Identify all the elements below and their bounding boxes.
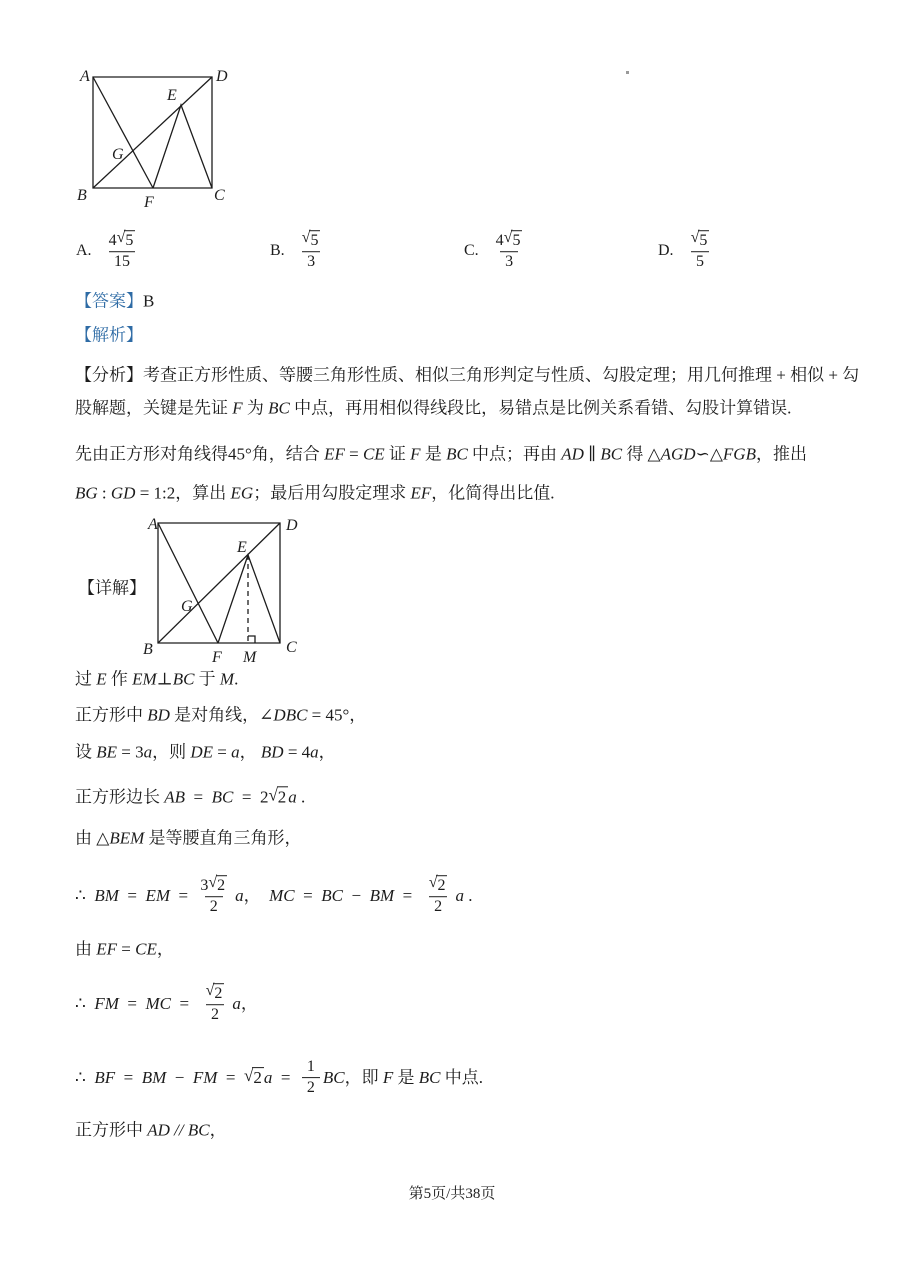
option-d[interactable] [658, 230, 717, 272]
math-variable: FGB [722, 444, 756, 464]
math-variable: MC [269, 886, 295, 906]
fraction-numerator [491, 230, 528, 251]
text-run: ， [240, 994, 258, 1014]
text-run: : [97, 483, 111, 503]
text-run: ，化简得出比值. [431, 483, 555, 503]
text-run: = [115, 1068, 142, 1088]
math-variable: a [310, 742, 319, 762]
fraction [195, 875, 232, 917]
text-run: − [342, 886, 370, 906]
text-run: 为 [242, 398, 269, 418]
radical-sign-icon: √ [428, 874, 438, 892]
stray-dot-mark [626, 71, 629, 74]
option-d-value [683, 230, 718, 272]
text-run: 得 △ [622, 444, 661, 464]
vertex-label-a: A [80, 68, 90, 85]
text-run: ， [209, 1120, 227, 1140]
square-root [429, 875, 448, 895]
radical-sign-icon: √ [268, 785, 278, 805]
xiangjie-label: 【详解】 [78, 578, 146, 598]
text-run: = 3 [117, 742, 144, 762]
fraction-denominator [429, 896, 447, 916]
option-c-key: C. [464, 241, 479, 259]
outline-line-1 [75, 443, 807, 464]
square-root [117, 230, 136, 250]
math-variable: EF [410, 483, 432, 503]
radicand: 2 [253, 1068, 262, 1088]
solution-line-5 [75, 827, 302, 848]
text-run: ， [239, 742, 261, 762]
vertex-label-d: D [286, 517, 298, 534]
math-variable: a [231, 742, 240, 762]
solution-line-1 [75, 668, 238, 689]
math-variable: BM [141, 1068, 167, 1088]
fraction [297, 230, 326, 272]
fraction-denominator [302, 251, 320, 271]
radicand: 2 [214, 985, 223, 1003]
answer-value: B [143, 291, 155, 311]
math-variable: DBC [273, 705, 308, 725]
option-a[interactable] [76, 230, 143, 272]
text-run: 3 [200, 877, 209, 895]
math-variable: BC [211, 787, 234, 807]
option-a-key: A. [76, 241, 92, 259]
math-variable: BC [322, 1068, 345, 1088]
vertex-label-e: E [237, 539, 247, 556]
option-c[interactable] [464, 230, 530, 272]
solution-line-4 [75, 786, 305, 807]
math-variable: BC [172, 669, 195, 689]
analysis-line-1 [75, 364, 859, 385]
math-variable: DE [190, 742, 214, 762]
math-variable: BE [96, 742, 118, 762]
fraction [424, 875, 453, 917]
text-run: ；最后用勾股定理求 [253, 483, 411, 503]
fraction [201, 983, 230, 1025]
option-a-value [101, 230, 144, 272]
math-variable: FM [192, 1068, 218, 1088]
geometry-figure-question [70, 55, 245, 225]
line-af [158, 523, 218, 643]
math-variable: BF [94, 1068, 116, 1088]
text-run: 5 [695, 253, 704, 271]
math-variable: M [219, 669, 235, 689]
answer-line [75, 290, 154, 311]
radical-sign-icon: √ [205, 982, 215, 1000]
text-run: ∴ [75, 886, 95, 906]
text-run: 3 [505, 253, 514, 271]
math-variable: F [232, 398, 243, 418]
vertex-label-g: G [112, 146, 124, 163]
text-run: = [294, 886, 322, 906]
text-run: 正方形边长 [75, 787, 165, 807]
math-variable: BC [321, 886, 343, 906]
option-c-value [488, 230, 531, 272]
solution-line-2 [75, 704, 366, 725]
solution-line-10 [75, 1119, 227, 1140]
text-run: = 2 [233, 787, 269, 807]
text-run: ， [243, 886, 270, 906]
fraction-numerator [195, 875, 232, 896]
answer-label: 【答案】 [75, 291, 143, 311]
vertex-label-a: A [148, 516, 158, 533]
math-variable: BEM [109, 828, 145, 848]
radicand: 2 [437, 877, 446, 895]
text-run: . [463, 886, 473, 906]
math-variable: a [288, 787, 297, 807]
vertex-label-g: G [181, 598, 193, 615]
text-run: = [170, 886, 193, 906]
fraction-denominator [109, 251, 135, 271]
solution-line-8 [75, 983, 258, 1025]
text-run: 是对角线，∠ [169, 705, 274, 725]
math-variable: AD [147, 1120, 170, 1140]
lines-fe-ec [218, 555, 280, 643]
option-b-value [294, 230, 329, 272]
math-variable: CE [135, 939, 157, 959]
solution-line-9 [75, 1058, 483, 1098]
math-variable: BC [268, 398, 290, 418]
text-run: ，则 [152, 742, 191, 762]
fraction [686, 230, 715, 272]
text-run: 2 [434, 898, 443, 916]
radical-sign-icon: √ [301, 229, 311, 247]
text-run: − [166, 1068, 193, 1088]
text-run: 中点；再由 [467, 444, 562, 464]
vertex-label-e: E [167, 87, 177, 104]
square-root [206, 983, 225, 1003]
text-run: 于 [194, 669, 220, 689]
text-run: 4 [495, 232, 504, 250]
text-run: = [272, 1068, 299, 1088]
text-run: ⊥ [156, 669, 173, 689]
text-run: 设 [75, 742, 97, 762]
radicand: 5 [125, 232, 134, 250]
line-af [93, 77, 153, 188]
diagonal-bd [93, 77, 212, 188]
fraction [104, 230, 141, 272]
jiexi-label: 【解析】 [75, 325, 143, 345]
text-run: 由 [75, 939, 97, 959]
text-run: ， [156, 939, 174, 959]
radicand: 5 [699, 232, 708, 250]
radical-sign-icon: √ [243, 1066, 254, 1086]
text-run: 15 [113, 253, 130, 271]
text-run: 2 [306, 1079, 315, 1097]
text-run: = [117, 939, 136, 959]
math-variable: BG [75, 483, 98, 503]
math-variable: E [96, 669, 107, 689]
text-run: ∥ [583, 444, 601, 464]
math-variable: // [174, 1120, 184, 1140]
diagonal-bd [158, 523, 280, 643]
fraction-numerator [297, 230, 326, 251]
square-root [302, 230, 321, 250]
text-run: 中点，再用相似得线段比，易错点是比例关系看错、勾股计算错误. [289, 398, 792, 418]
text-run: 是 [420, 444, 447, 464]
text-run: 1 [306, 1058, 315, 1076]
vertex-label-b: B [143, 641, 153, 658]
math-variable: EF [324, 444, 345, 464]
text-run: ∴ [75, 994, 95, 1014]
text-run: 是 [393, 1068, 419, 1088]
math-variable: EG [230, 483, 254, 503]
text-run: 正方形中 [75, 1120, 148, 1140]
text-run: ∽△ [695, 444, 723, 464]
text-run: 过 [75, 669, 97, 689]
text-run: = [185, 787, 212, 807]
vertex-label-d: D [216, 68, 228, 85]
fraction-numerator [201, 983, 230, 1004]
fraction [302, 1058, 320, 1098]
math-variable: BC [446, 444, 468, 464]
square-root [208, 875, 227, 895]
vertex-label-c: C [214, 187, 225, 204]
text-run: = [213, 742, 232, 762]
text-run: = [394, 886, 421, 906]
math-variable: BD [147, 705, 170, 725]
text-run: = [344, 444, 363, 464]
math-variable: BC [418, 1068, 441, 1088]
math-variable: a [455, 886, 464, 906]
math-variable: a [235, 886, 244, 906]
text-run: 【分析】考查正方形性质、等腰三角形性质、相似三角形判定与性质、勾股定理；用几何推理 + 相似 + 勾 [75, 365, 860, 385]
math-variable: BD [260, 742, 284, 762]
radicand: 2 [277, 787, 287, 807]
math-variable: BM [94, 886, 119, 906]
fraction-numerator [302, 1058, 320, 1077]
geometry-figure-solution [140, 508, 310, 668]
math-variable: BC [187, 1120, 210, 1140]
fraction-denominator [302, 1078, 320, 1098]
text-run: 3 [307, 253, 316, 271]
text-run: 作 [106, 669, 133, 689]
math-variable: FM [94, 994, 119, 1014]
radicand: 2 [217, 877, 226, 895]
text-run: 由 △ [75, 828, 110, 848]
vertex-label-f: F [212, 649, 222, 666]
solution-line-3 [75, 741, 336, 762]
fraction-denominator [500, 251, 518, 271]
text-run: ，即 [344, 1068, 383, 1088]
fraction-numerator [104, 230, 141, 251]
math-variable: a [263, 1068, 273, 1088]
math-variable: CE [362, 444, 385, 464]
text-run: = 45°， [307, 705, 367, 725]
vertex-label-m: M [243, 649, 257, 666]
text-run: = 4 [283, 742, 311, 762]
math-variable: GD [110, 483, 136, 503]
square-root [244, 1067, 264, 1088]
text-run: 2 [210, 1006, 219, 1024]
outline-line-2 [75, 482, 554, 503]
text-run: 股解题，关键是先证 [75, 398, 233, 418]
math-variable: AGD [660, 444, 696, 464]
radical-sign-icon: √ [503, 229, 513, 247]
text-run: = [170, 994, 198, 1014]
text-run: = [217, 1068, 244, 1088]
page-number-footer: 第5页/共38页 [408, 1186, 496, 1202]
fraction-denominator [206, 1004, 224, 1024]
text-run: = 1:2，算出 [135, 483, 231, 503]
text-run: . [234, 669, 239, 689]
square-root [504, 230, 523, 250]
fraction-numerator [686, 230, 715, 251]
vertex-label-f: F [144, 194, 154, 211]
fraction [491, 230, 528, 272]
option-d-key: D. [658, 241, 674, 259]
solution-line-7 [75, 938, 174, 959]
square-root [691, 230, 710, 250]
option-b[interactable] [270, 230, 328, 272]
text-run: 中点. [440, 1068, 484, 1088]
fraction-denominator [205, 896, 223, 916]
vertex-label-b: B [77, 187, 87, 204]
text-run: = [118, 886, 146, 906]
text-run: 是等腰直角三角形， [144, 828, 302, 848]
fraction-numerator [424, 875, 453, 896]
math-variable: BM [369, 886, 395, 906]
radical-sign-icon: √ [208, 874, 218, 892]
fraction-denominator [691, 251, 709, 271]
vertex-label-c: C [286, 639, 297, 656]
math-variable: AD [561, 444, 584, 464]
text-run: = [118, 994, 146, 1014]
math-variable: MC [145, 994, 171, 1014]
radical-sign-icon: √ [690, 229, 700, 247]
text-run: ， [318, 742, 336, 762]
text-run: 4 [108, 232, 117, 250]
solution-line-6 [75, 875, 472, 917]
analysis-line-2 [75, 397, 791, 418]
radicand: 5 [512, 232, 521, 250]
text-run: 先由正方形对角线得45°角，结合 [75, 444, 325, 464]
math-variable: F [382, 1068, 394, 1088]
math-variable: a [232, 994, 241, 1014]
radicand: 5 [310, 232, 319, 250]
math-variable: EM [145, 886, 171, 906]
text-run: 证 [384, 444, 411, 464]
math-variable: EF [96, 939, 118, 959]
math-variable: EM [132, 669, 157, 689]
text-run: ∴ [75, 1068, 95, 1088]
right-angle-mark [248, 636, 255, 643]
radical-sign-icon: √ [116, 229, 126, 247]
text-run: . [296, 787, 306, 807]
math-variable: BC [600, 444, 623, 464]
square-root [268, 786, 288, 807]
lines-fe-ec [153, 105, 212, 188]
math-variable: F [410, 444, 421, 464]
math-variable: a [143, 742, 153, 762]
text-run: 2 [209, 898, 218, 916]
text-run: ，推出 [755, 444, 807, 464]
option-b-key: B. [270, 241, 285, 259]
text-run: 正方形中 [75, 705, 148, 725]
math-variable: AB [164, 787, 186, 807]
